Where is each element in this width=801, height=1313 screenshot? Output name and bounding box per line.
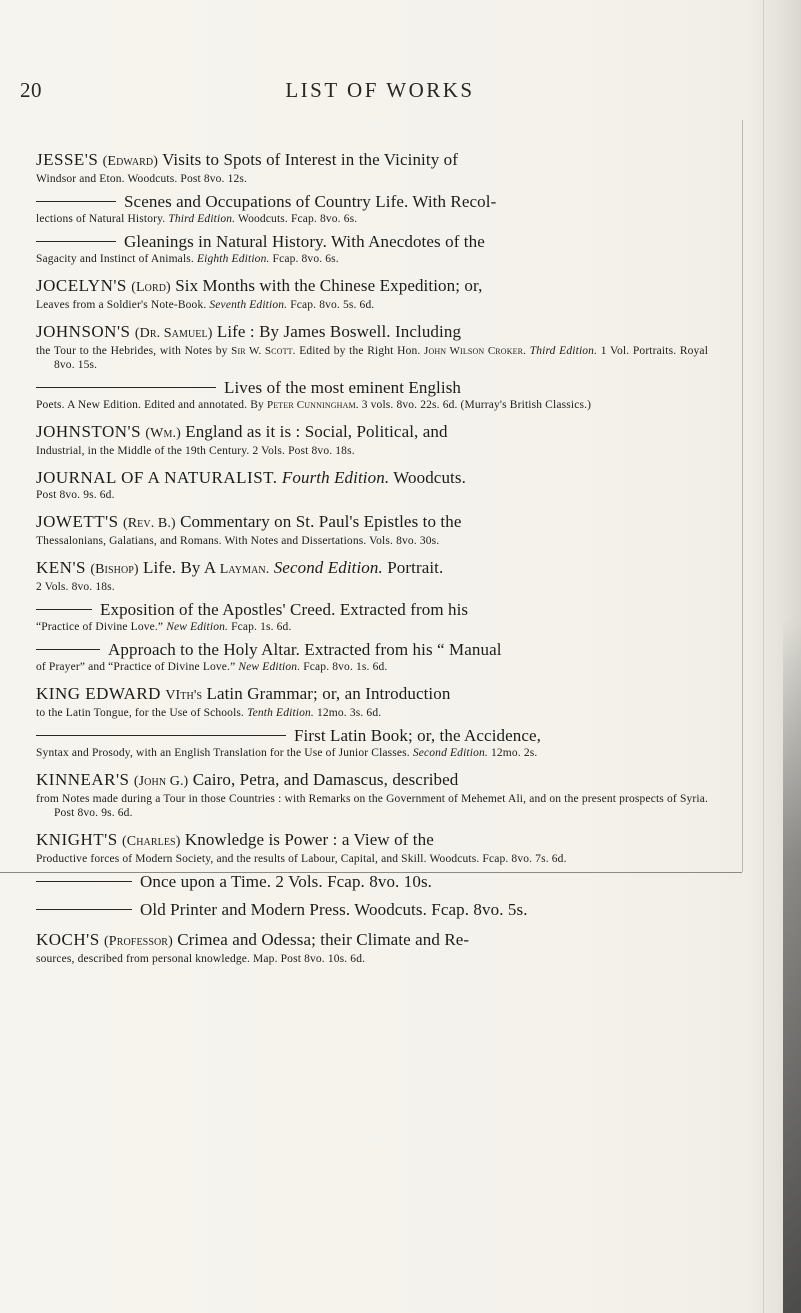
- list-item: [36, 232, 708, 266]
- list-item: [36, 684, 708, 720]
- catalogue-list: [36, 150, 708, 976]
- running-head: LIST OF WORKS: [285, 78, 475, 102]
- list-item: [36, 150, 708, 186]
- entry-heading: KNIGHT'S: [36, 830, 118, 849]
- entry-detail: 2 Vols. 8vo. 18s.: [36, 581, 115, 593]
- entry-detail: Windsor and Eton. Woodcuts. Post 8vo. 12s.: [36, 173, 248, 185]
- entry-detail: Sagacity and Instinct of Animals.: [36, 253, 194, 265]
- ditto-rule: [36, 649, 100, 650]
- entry-heading: JOCELYN'S: [36, 276, 127, 295]
- entry-editor: Sir W. Scott.: [231, 345, 296, 357]
- entry-title: Life. By A: [143, 558, 216, 577]
- entry-detail: sources, described from personal knowledge. Map. Post 8vo. 10s. 6d.: [36, 953, 366, 965]
- entry-title: Approach to the Holy Altar. Extracted from his “ Manual: [108, 640, 502, 659]
- entry-heading: JOHNSON'S: [36, 322, 131, 341]
- list-item: [36, 600, 708, 634]
- entry-title: Lives of the most eminent English: [224, 378, 462, 397]
- entry-detail: Leaves from a Soldier's Note-Book.: [36, 299, 207, 311]
- entry-title: Exposition of the Apostles' Creed. Extracted from his: [100, 600, 469, 619]
- entry-author: VIth's: [165, 688, 203, 703]
- entry-edition: Third Edition.: [529, 345, 598, 357]
- entry-price: 12mo. 2s.: [490, 747, 538, 759]
- entry-title: First Latin Book; or, the Accidence,: [294, 726, 542, 745]
- entry-author: (Lord): [131, 280, 171, 295]
- list-item: [36, 422, 708, 458]
- list-item: [36, 322, 708, 372]
- binding-shadow: [783, 620, 801, 1313]
- ditto-rule: [36, 241, 116, 242]
- page-edge-rule: [763, 0, 764, 1313]
- entry-price: Fcap. 1s. 6d.: [231, 621, 292, 633]
- entry-heading: KOCH'S: [36, 930, 100, 949]
- entry-title: Scenes and Occupations of Country Life. With Recol-: [124, 192, 497, 211]
- entry-title: Cairo, Petra, and Damascus, described: [192, 770, 459, 789]
- frame-rule-right: [742, 120, 743, 872]
- entry-heading: JOURNAL OF A NATURALIST.: [36, 468, 278, 487]
- entry-title: Crimea and Odessa; their Climate and Re-: [177, 930, 470, 949]
- list-item: [36, 900, 708, 920]
- list-item: [36, 640, 708, 674]
- entry-detail: Productive forces of Modern Society, and the results of Labour, Capital, and Skill. Woodcuts. Fcap. 8vo. 7s. 6d.: [36, 853, 567, 865]
- list-item: [36, 558, 708, 594]
- entry-detail: Thessalonians, Galatians, and Romans. With Notes and Dissertations. Vols. 8vo. 30s.: [36, 535, 440, 547]
- entry-heading: KEN'S: [36, 558, 86, 577]
- entry-detail: Syntax and Prosody, with an English Translation for the Use of Junior Classes.: [36, 747, 410, 759]
- entry-title: England as it is : Social, Political, and: [185, 422, 448, 441]
- entry-detail: from Notes made during a Tour in those Countries : with Remarks on the Government of Mehemet Ali, and on the present prospects of Syria. Post 8vo. 9s. 6d.: [36, 793, 708, 819]
- entry-detail: Post 8vo. 9s. 6d.: [36, 489, 115, 501]
- entry-author: (Dr. Samuel): [134, 326, 213, 341]
- entry-title: Six Months with the Chinese Expedition; or,: [175, 276, 483, 295]
- entry-editor: John Wilson Croker.: [424, 345, 527, 357]
- entry-author: (Wm.): [145, 426, 181, 441]
- list-item: [36, 770, 708, 820]
- entry-edition: Fourth Edition.: [281, 468, 390, 487]
- entry-author: (Bishop): [90, 562, 139, 577]
- entry-author: (Edward): [102, 154, 159, 169]
- entry-edition: Eighth Edition.: [196, 253, 270, 265]
- entry-author: Layman.: [219, 562, 270, 577]
- entry-title: Once upon a Time. 2 Vols. Fcap. 8vo. 10s.: [140, 872, 433, 891]
- entry-title: Latin Grammar; or, an Introduction: [206, 684, 451, 703]
- entry-price: Fcap. 8vo. 6s.: [272, 253, 339, 265]
- entry-author: (Charles): [122, 834, 181, 849]
- ditto-rule: [36, 609, 92, 610]
- entry-title: Old Printer and Modern Press. Woodcuts. Fcap. 8vo. 5s.: [140, 900, 528, 919]
- entry-edition: Third Edition.: [168, 213, 236, 225]
- entry-edition: Tenth Edition.: [247, 707, 314, 719]
- entry-price: 12mo. 3s. 6d.: [317, 707, 382, 719]
- entry-title: Life : By James Boswell. Including: [216, 322, 462, 341]
- entry-edition: New Edition.: [238, 661, 301, 673]
- ditto-rule: [36, 201, 116, 202]
- entry-title: Knowledge is Power : a View of the: [184, 830, 434, 849]
- entry-price: Fcap. 8vo. 5s. 6d.: [290, 299, 375, 311]
- entry-price: 1 Vol. Portraits. Royal 8vo. 15s.: [54, 345, 709, 371]
- page-number: 20: [20, 78, 42, 102]
- entry-edition: New Edition.: [166, 621, 229, 633]
- entry-title: Portrait.: [387, 558, 444, 577]
- entry-edition: Seventh Edition.: [209, 299, 288, 311]
- list-item: [36, 726, 708, 760]
- list-item: [36, 276, 708, 312]
- ditto-rule: [36, 387, 216, 388]
- entry-detail: Industrial, in the Middle of the 19th Century. 2 Vols. Post 8vo. 18s.: [36, 445, 355, 457]
- list-item: [36, 512, 708, 548]
- entry-price: Woodcuts. Fcap. 8vo. 6s.: [238, 213, 358, 225]
- entry-detail: Edited by the Right Hon.: [299, 345, 421, 357]
- entry-title: Woodcuts.: [393, 468, 466, 487]
- entry-author: (Rev. B.): [122, 516, 176, 531]
- entry-title: Gleanings in Natural History. With Anecdotes of the: [124, 232, 485, 251]
- entry-author: (Professor): [104, 934, 173, 949]
- entry-edition: Second Edition.: [412, 747, 488, 759]
- entry-price: 3 vols. 8vo. 22s. 6d. (Murray's British Classics.): [361, 399, 592, 411]
- entry-detail: “Practice of Divine Love.”: [36, 621, 164, 633]
- page-header: [0, 78, 760, 102]
- list-item: [36, 468, 708, 502]
- entry-title: Commentary on St. Paul's Epistles to the: [180, 512, 462, 531]
- entry-price: Fcap. 8vo. 1s. 6d.: [303, 661, 388, 673]
- list-item: [36, 830, 708, 866]
- entry-detail: to the Latin Tongue, for the Use of Schools.: [36, 707, 245, 719]
- entry-heading: JESSE'S: [36, 150, 99, 169]
- ditto-rule: [36, 909, 132, 910]
- entry-editor: Peter Cunningham.: [266, 399, 359, 411]
- entry-detail: lections of Natural History.: [36, 213, 166, 225]
- ditto-rule: [36, 881, 132, 882]
- ditto-rule: [36, 735, 286, 736]
- entry-heading: JOHNSTON'S: [36, 422, 142, 441]
- entry-title: Visits to Spots of Interest in the Vicinity of: [162, 150, 459, 169]
- entry-heading: KING EDWARD: [36, 684, 161, 703]
- entry-heading: JOWETT'S: [36, 512, 119, 531]
- entry-edition: Second Edition.: [273, 558, 383, 577]
- list-item: [36, 872, 708, 892]
- list-item: [36, 378, 708, 412]
- list-item: [36, 930, 708, 966]
- entry-author: (John G.): [133, 774, 189, 789]
- entry-detail: of Prayer” and “Practice of Divine Love.”: [36, 661, 236, 673]
- entry-detail: Poets. A New Edition. Edited and annotated. By: [36, 399, 264, 411]
- list-item: [36, 192, 708, 226]
- entry-heading: KINNEAR'S: [36, 770, 130, 789]
- entry-detail: the Tour to the Hebrides, with Notes by: [36, 345, 228, 357]
